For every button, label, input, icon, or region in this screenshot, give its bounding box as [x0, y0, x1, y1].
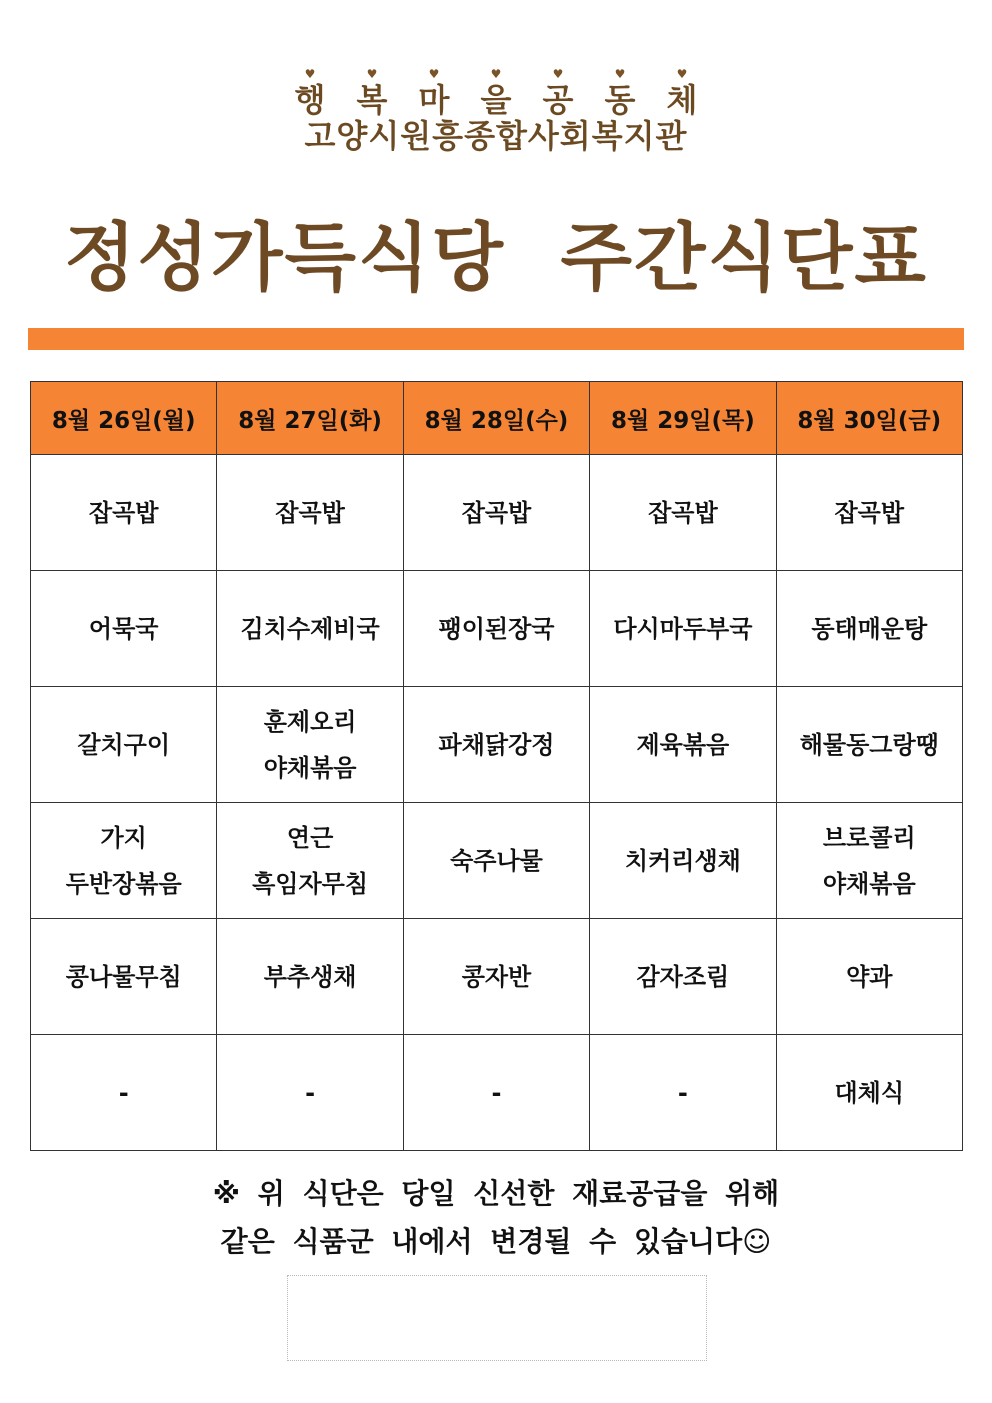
menu-cell [590, 803, 776, 919]
menu-cell [217, 919, 403, 1035]
menu-item-text: 야채볶음 [263, 753, 357, 782]
heart-icon: ♥ [552, 67, 564, 81]
menu-cell [403, 919, 589, 1035]
weekly-menu-table [30, 381, 963, 1151]
table-header-row [31, 382, 963, 455]
menu-cell [31, 803, 217, 919]
menu-item-text: 흑임자무침 [252, 869, 369, 898]
menu-item-text: 잡곡밥 [275, 498, 345, 527]
page-title: 정성가득식당 주간식단표 [64, 215, 928, 301]
menu-item-text: - [118, 1078, 129, 1107]
menu-item-text: 김치수제비국 [240, 614, 380, 643]
menu-cell [217, 455, 403, 571]
notice-line-2: 같은 식품군 내에서 변경될 수 있습니다☺ [220, 1225, 772, 1258]
heart-icon: ♥ [304, 67, 316, 81]
menu-item-text: 잡곡밥 [88, 498, 159, 527]
notice-line-1: ※ 위 식단은 당일 신선한 재료공급을 위해 [212, 1177, 780, 1210]
title-divider-bar [28, 328, 964, 350]
menu-item-text: 팽이된장국 [438, 614, 555, 643]
menu-item-text: 대체식 [834, 1078, 905, 1107]
menu-item-text: 잡곡밥 [461, 498, 532, 527]
table-row [31, 803, 963, 919]
menu-item-text: 약과 [846, 962, 893, 991]
menu-cell [590, 687, 776, 803]
heart-icon: ♥ [428, 67, 440, 81]
menu-item-text: - [677, 1078, 688, 1107]
table-row [31, 1035, 963, 1151]
menu-item-text: 해물동그랑땡 [799, 730, 939, 759]
heart-icon: ♥ [366, 67, 378, 81]
menu-item-text: 연근 [286, 823, 334, 852]
menu-item-text: 콩나물무침 [65, 962, 182, 991]
community-char: ♥ 동 [604, 67, 636, 119]
menu-item-text: 잡곡밥 [834, 498, 905, 527]
menu-cell [776, 687, 962, 803]
menu-item-text: 잡곡밥 [648, 498, 718, 527]
menu-cell [31, 1035, 217, 1151]
menu-item-text: 가지 [100, 823, 147, 852]
table-row [31, 455, 963, 571]
menu-cell [31, 571, 217, 687]
community-char: ♥ 마 [418, 67, 450, 119]
menu-cell [590, 1035, 776, 1151]
menu-cell [31, 455, 217, 571]
menu-cell [217, 803, 403, 919]
column-header-wed: 8월 28일(수) [403, 382, 589, 455]
table-row [31, 571, 963, 687]
menu-item-text: 콩자반 [461, 962, 532, 991]
menu-item-text: 어묵국 [88, 614, 159, 643]
org-name: 고양시원흥종합사회복지관 [304, 117, 688, 155]
menu-item-text: 다시마두부국 [613, 614, 753, 643]
menu-item-text: - [305, 1078, 316, 1107]
menu-item-text: 훈제오리 [263, 707, 357, 736]
menu-item-text: 파채닭강정 [438, 730, 555, 759]
community-char: ♥ 체 [666, 67, 698, 119]
menu-item-text: 브로콜리 [822, 823, 916, 852]
menu-cell [590, 455, 776, 571]
empty-placeholder-box [287, 1275, 707, 1361]
menu-item-text: 제육볶음 [636, 730, 730, 759]
menu-cell [403, 571, 589, 687]
table-row [31, 687, 963, 803]
menu-item-text: 야채볶음 [822, 869, 916, 898]
community-char: ♥ 공 [542, 67, 574, 119]
menu-cell [403, 803, 589, 919]
menu-cell [403, 1035, 589, 1151]
menu-cell [776, 803, 962, 919]
menu-cell [31, 919, 217, 1035]
menu-cell [217, 687, 403, 803]
menu-cell [217, 571, 403, 687]
menu-cell [217, 1035, 403, 1151]
menu-cell [590, 919, 776, 1035]
column-header-thu: 8월 29일(목) [590, 382, 776, 455]
menu-item-text: - [491, 1078, 502, 1107]
menu-item-text: 치커리생채 [624, 846, 741, 875]
menu-item-text: 동태매운탕 [811, 614, 928, 643]
menu-cell [776, 1035, 962, 1151]
menu-item-text: 감자조림 [636, 962, 730, 991]
community-char: ♥ 행 [294, 67, 326, 119]
heart-icon: ♥ [490, 67, 502, 81]
heart-icon: ♥ [676, 67, 688, 81]
menu-cell [403, 687, 589, 803]
community-char: ♥ 을 [480, 67, 512, 119]
menu-cell [31, 687, 217, 803]
heart-icon: ♥ [614, 67, 626, 81]
menu-cell [776, 455, 962, 571]
column-header-tue: 8월 27일(화) [217, 382, 403, 455]
menu-item-text: 숙주나물 [450, 846, 543, 875]
menu-item-text: 갈치구이 [77, 730, 171, 759]
menu-item-text: 부추생채 [263, 962, 357, 991]
column-header-mon: 8월 26일(월) [31, 382, 217, 455]
community-char: ♥ 복 [356, 67, 388, 119]
menu-change-notice [0, 1170, 992, 1266]
menu-cell [776, 919, 962, 1035]
menu-item-text: 두반장볶음 [65, 869, 182, 898]
menu-cell [776, 571, 962, 687]
column-header-fri: 8월 30일(금) [776, 382, 962, 455]
menu-cell [403, 455, 589, 571]
menu-cell [590, 571, 776, 687]
table-row [31, 919, 963, 1035]
